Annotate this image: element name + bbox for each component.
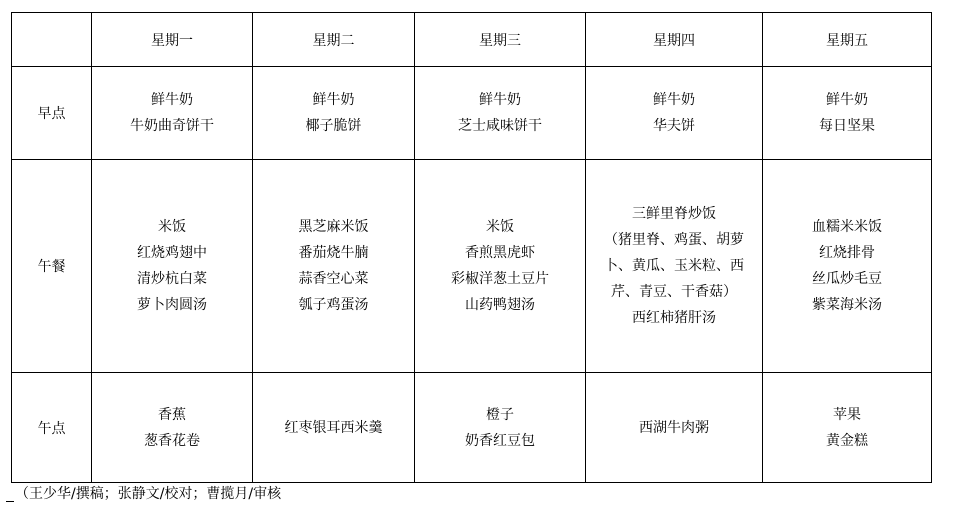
menu-item: 红烧排骨	[819, 245, 875, 261]
menu-item: 奶香红豆包	[465, 432, 535, 449]
credits-line: （王少华/撰稿；张静文/校对；曹揽月/审核	[15, 486, 282, 502]
menu-cell	[92, 67, 253, 160]
meal-label-lunch: 午餐	[12, 160, 92, 373]
menu-item: 黑芝麻米饭	[298, 219, 369, 235]
menu-item: 黄金糕	[826, 432, 868, 449]
menu-item: 鲜牛奶	[312, 92, 355, 108]
menu-item: 葱香花卷	[144, 432, 200, 449]
day-header-tuesday: 星期二	[253, 13, 415, 67]
menu-cell	[763, 373, 932, 483]
menu-item: 米饭	[486, 219, 514, 235]
menu-item: 牛奶曲奇饼干	[130, 118, 214, 134]
menu-item: 芝士咸味饼干	[458, 118, 542, 134]
menu-item: 鲜牛奶	[826, 92, 868, 108]
day-header-monday: 星期一	[92, 13, 253, 67]
menu-item: 丝瓜炒毛豆	[812, 271, 882, 287]
menu-item: 鲜牛奶	[151, 92, 193, 108]
menu-item: 卜、黄瓜、玉米粒、西	[604, 258, 744, 274]
day-header-thursday: 星期四	[586, 13, 763, 67]
menu-cell	[415, 373, 586, 483]
menu-item: 番茄烧牛腩	[298, 245, 369, 261]
menu-cell	[763, 160, 932, 373]
day-header-friday: 星期五	[763, 13, 932, 67]
menu-item: 椰子脆饼	[305, 118, 362, 134]
menu-cell	[586, 160, 763, 373]
menu-item: 香煎黑虎虾	[465, 245, 535, 261]
meal-label-breakfast: 早点	[12, 67, 92, 160]
menu-cell	[92, 160, 253, 373]
menu-item: 香蕉	[158, 406, 186, 423]
menu-item: 红烧鸡翅中	[137, 245, 207, 261]
corner-cell	[12, 13, 92, 67]
table-row	[12, 373, 932, 483]
menu-item: 紫菜海米汤	[812, 297, 882, 313]
menu-item: 苹果	[833, 406, 861, 423]
menu-cell	[415, 160, 586, 373]
menu-item: 三鲜里脊炒饭	[632, 206, 716, 222]
menu-item: 华夫饼	[653, 118, 695, 134]
day-header-wednesday: 星期三	[415, 13, 586, 67]
meal-label-afternoon-snack: 午点	[12, 373, 92, 483]
weekly-menu-table	[11, 12, 932, 483]
menu-item: 血糯米米饭	[812, 219, 882, 235]
menu-item: 橙子	[486, 406, 514, 423]
menu-item: 山药鸭翅汤	[465, 297, 535, 313]
menu-item: 清炒杭白菜	[137, 271, 207, 287]
underscore-mark	[6, 501, 14, 502]
menu-item: 鲜牛奶	[653, 92, 695, 108]
menu-item: （猪里脊、鸡蛋、胡萝	[604, 232, 744, 248]
menu-cell	[763, 67, 932, 160]
menu-cell	[415, 67, 586, 160]
menu-cell	[92, 373, 253, 483]
menu-item: 芹、青豆、干香菇）	[611, 284, 737, 300]
menu-item: 蒜香空心菜	[298, 271, 369, 287]
menu-item: 彩椒洋葱土豆片	[451, 271, 549, 287]
menu-cell	[586, 373, 763, 483]
menu-item: 萝卜肉圆汤	[137, 297, 207, 313]
menu-item: 米饭	[158, 219, 186, 235]
menu-item: 红枣银耳西米羹	[284, 419, 383, 436]
menu-item: 西红柿猪肝汤	[632, 310, 716, 326]
menu-cell	[253, 67, 415, 160]
table-row	[12, 67, 932, 160]
menu-item: 瓠子鸡蛋汤	[298, 297, 369, 313]
menu-cell	[586, 67, 763, 160]
menu-item: 每日坚果	[819, 118, 875, 134]
table-header-row	[12, 13, 932, 67]
menu-item: 西湖牛肉粥	[639, 419, 709, 436]
menu-item: 鲜牛奶	[479, 92, 521, 108]
menu-cell	[253, 160, 415, 373]
table-row	[12, 160, 932, 373]
menu-cell	[253, 373, 415, 483]
